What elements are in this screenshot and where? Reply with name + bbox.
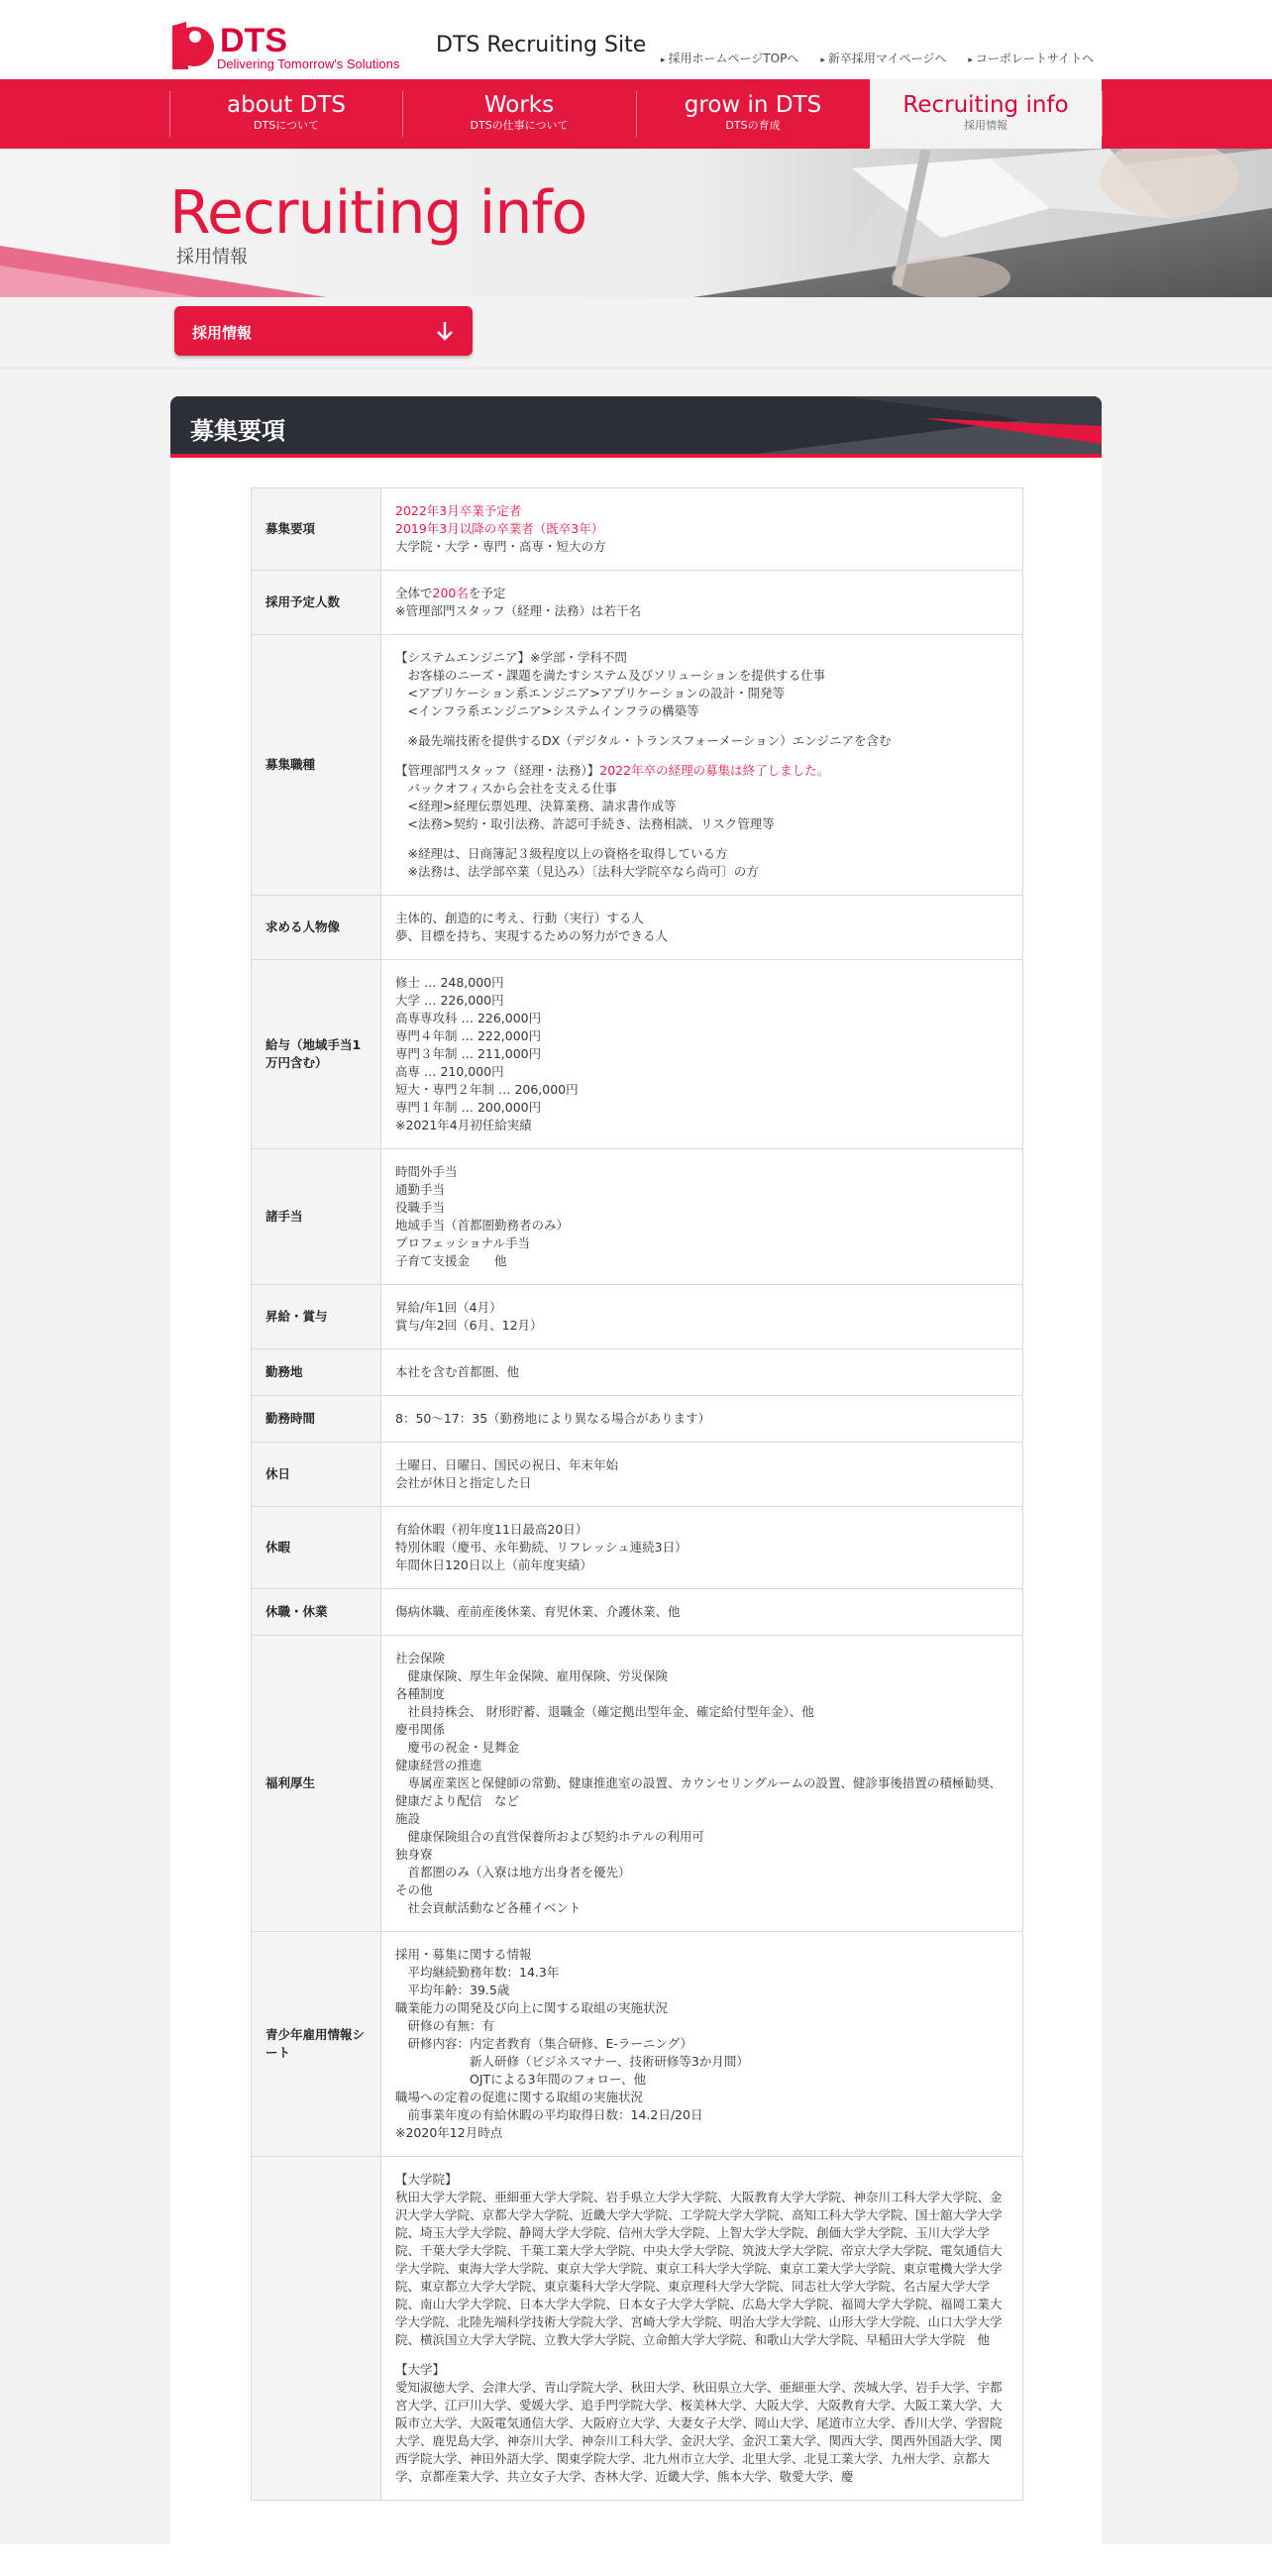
table-row <box>252 1349 1023 1396</box>
table-row <box>252 1507 1023 1589</box>
row-value-line: 賞与/年2回（6月、12月） <box>395 1318 543 1333</box>
row-value-line: ※経理は、日商簿記３級程度以上の資格を取得している方 <box>395 846 728 861</box>
table-row <box>252 1149 1023 1285</box>
row-value-line: 年間休日120日以上（前年度実績） <box>395 1557 592 1572</box>
nav-label-jp: DTSの育成 <box>725 119 781 132</box>
row-label: 昇給・賞与 <box>252 1285 381 1349</box>
row-label: 青少年雇用情報シート <box>252 1932 381 2157</box>
nav-label-en: Recruiting info <box>902 92 1069 118</box>
row-value-line: ※2021年4月初任給実績 <box>395 1118 532 1132</box>
row-label: 休職・休業 <box>252 1589 381 1636</box>
nav-label-jp: 採用情報 <box>964 119 1007 132</box>
nav-item-recruiting[interactable] <box>870 79 1102 149</box>
row-label: 給与（地域手当1万円含む） <box>252 960 381 1149</box>
table-row <box>252 571 1023 635</box>
row-label: 勤務時間 <box>252 1396 381 1443</box>
row-value-line: 特別休暇（慶弔、永年勤続、リフレッシュ連続3日） <box>395 1540 688 1555</box>
row-value <box>381 1443 1023 1507</box>
top-link-recruit-top[interactable] <box>661 50 798 66</box>
row-value-line: 傷病休職、産前産後休業、育児休業、介護休業、他 <box>395 1604 681 1619</box>
table-row <box>252 635 1023 896</box>
row-value-line: 前事業年度の有給休暇の平均取得日数：14.2日/20日 <box>395 2107 703 2122</box>
row-value-line: 専属産業医と保健師の常勤、健康推進室の設置、カウンセリングルームの設置、健診事後措置の積極勧奨、健康だより配信 など <box>395 1775 1002 1808</box>
row-value-line: 2022年3月卒業予定者 <box>395 503 522 518</box>
row-value-line: 各種制度 <box>395 1686 446 1701</box>
highlight-text: 2022年卒の経理の募集は終了しました。 <box>599 763 830 778</box>
site-header <box>0 0 1272 79</box>
row-value-line: OJTによる3年間のフォロー、他 <box>395 2072 646 2087</box>
row-value-line: 昇給/年1回（4月） <box>395 1300 502 1315</box>
row-label <box>252 2157 381 2501</box>
row-value <box>381 571 1023 635</box>
row-value-line: 高専専攻科 … 226,000円 <box>395 1011 542 1025</box>
row-value-line: ※法務は、法学部卒業（見込み）〔法科大学院卒なら尚可〕の方 <box>395 864 759 879</box>
row-value <box>381 1589 1023 1636</box>
chevron-right-icon: ▸ <box>820 55 825 65</box>
row-label: 募集職種 <box>252 635 381 896</box>
row-value-line: 土曜日、日曜日、国民の祝日、年末年始 <box>395 1457 619 1472</box>
table-row <box>252 1443 1023 1507</box>
global-nav <box>0 79 1272 149</box>
line-text: を予定 <box>468 586 506 600</box>
row-label: 勤務地 <box>252 1349 381 1396</box>
chevron-right-icon: ▸ <box>661 55 666 65</box>
row-value-line: 新人研修（ビジネスマナー、技術研修等3か月間） <box>395 2054 749 2069</box>
table-row <box>252 1932 1023 2157</box>
chevron-right-icon: ▸ <box>968 55 973 65</box>
line-gap <box>395 833 1008 845</box>
line-gap <box>395 2349 1008 2361</box>
section-title: 募集要項 <box>190 417 285 445</box>
row-value <box>381 1636 1023 1932</box>
row-label: 募集要項 <box>252 488 381 571</box>
top-links <box>661 50 1094 66</box>
row-value-line: 役職手当 <box>395 1200 446 1215</box>
nav-label-en: grow in DTS <box>684 92 822 118</box>
line-text: 【管理部門スタッフ（経理・法務）】 <box>395 763 600 778</box>
row-value-line: 有給休暇（初年度11日最高20日） <box>395 1522 588 1537</box>
top-link-label: コーポレートサイトへ <box>975 52 1095 65</box>
row-value-line: <インフラ系エンジニア>システムインフラの構築等 <box>395 703 699 718</box>
hero-banner <box>0 149 1272 297</box>
row-value <box>381 1349 1023 1396</box>
row-value-line: 愛知淑徳大学、会津大学、青山学院大学、秋田大学、秋田県立大学、亜細亜大学、茨城大学、岩手大学、宇都宮大学、江戸川大学、愛媛大学、追手門学院大学、桜美林大学、大阪大学、大阪教育大学、大阪工業大学、大阪市立大学、大阪電気通信大学、大阪府立大学、大妻女子大学、岡山大学、尾道市立大学、香川大学、学習院大学、鹿児島大学、神奈川大学、神奈川工科大学、金沢大学、金沢工業大学、関西大学、関西外国語大学、関西学院大学、神田外語大学、関東学院大学、北九州市立大学、北里大学、北見工業大学、九州大学、京都大学、京都産業大学、共立女子大学、杏林大学、近畿大学、熊本大学、敬愛大学、慶 <box>395 2380 1003 2484</box>
nav-divider <box>1102 91 1103 137</box>
row-value-line: 施設 <box>395 1811 421 1826</box>
logo-tagline: Delivering Tomorrow's Solutions <box>217 56 400 71</box>
row-label: 休日 <box>252 1443 381 1507</box>
row-value-line <box>395 762 1008 780</box>
row-value <box>381 1507 1023 1589</box>
row-value-line: 採用・募集に関する情報 <box>395 1947 532 1962</box>
row-value-line: 【大学】 <box>395 2362 446 2377</box>
row-value <box>381 960 1023 1149</box>
row-value-line: <アプリケーション系エンジニア>アプリケーションの設計・開発等 <box>395 686 786 700</box>
row-value-line: 専門３年制 … 211,000円 <box>395 1046 542 1061</box>
highlight-text: 200名 <box>432 586 469 600</box>
row-value <box>381 896 1023 960</box>
row-value-line: 8：50～17：35（勤務地により異なる場合があります） <box>395 1411 711 1426</box>
row-value-line: バックオフィスから会社を支える仕事 <box>395 781 617 796</box>
table-row <box>252 1396 1023 1443</box>
row-value-line: <法務>契約・取引法務、許認可手続き、法務相談、リスク管理等 <box>395 816 775 831</box>
row-value-line: ※管理部門スタッフ（経理・法務）は若干名 <box>395 603 641 618</box>
section-header <box>170 396 1102 458</box>
row-value <box>381 1396 1023 1443</box>
row-value-line: 【システムエンジニア】※学部・学科不問 <box>395 650 627 665</box>
nav-label-jp: DTSについて <box>254 119 319 132</box>
row-value-line: 平均年齢：39.5歳 <box>395 1983 510 1997</box>
line-text: 全体で <box>395 586 433 600</box>
row-value <box>381 1932 1023 2157</box>
row-value <box>381 1149 1023 1285</box>
nav-item-grow[interactable] <box>637 79 869 149</box>
row-value-line: お客様のニーズ・課題を満たすシステム及びソリューションを提供する仕事 <box>395 668 826 683</box>
top-link-label: 採用ホームページTOPへ <box>668 52 799 65</box>
row-label: 諸手当 <box>252 1149 381 1285</box>
row-value-line: 研修の有無：有 <box>395 2018 495 2033</box>
table-row <box>252 896 1023 960</box>
top-link-label: 新卒採用マイページへ <box>827 52 947 65</box>
requirements-table <box>251 487 1023 2501</box>
row-value-line: その他 <box>395 1882 433 1897</box>
section-header-decoration <box>170 396 1102 458</box>
row-value-line: 健康保険組合の直営保養所および契約ホテルの利用可 <box>395 1829 704 1844</box>
row-value-line <box>395 585 1008 602</box>
row-label: 採用予定人数 <box>252 571 381 635</box>
row-value-line: 健康経営の推進 <box>395 1758 482 1772</box>
row-value <box>381 488 1023 571</box>
row-label: 福利厚生 <box>252 1636 381 1932</box>
row-value-line: ※最先端技術を提供するDX（デジタル・トランスフォーメーション）エンジニアを含む <box>395 733 892 748</box>
page-subtitle: 採用情報 <box>176 247 248 268</box>
row-value-line: 会社が休日と指定した日 <box>395 1475 532 1490</box>
row-value-line: 大学 … 226,000円 <box>395 993 504 1008</box>
row-value-line: 秋田大学大学院、亜細亜大学大学院、岩手県立大学大学院、大阪教育大学大学院、神奈川工科大学大学院、金沢大学大学院、京都大学大学院、近畿大学大学院、工学院大学大学院、高知工科大学大学院、国士舘大学大学院、埼玉大学大学院、静岡大学大学院、信州大学大学院、上智大学大学院、創価大学大学院、玉川大学大学院、千葉大学大学院、千葉工業大学大学院、中央大学大学院、筑波大学大学院、帝京大学大学院、電気通信大学大学院、東海大学大学院、東京大学大学院、東京工科大学大学院、東京工業大学大学院、東京電機大学大学院、東京都立大学大学院、東京薬科大学大学院、東京理科大学大学院、同志社大学大学院、名古屋大学大学院、南山大学大学院、日本大学大学院、日本女子大学大学院、広島大学大学院、福岡大学大学院、福岡工業大学大学院、北陸先端科学技術大学院大学、宮崎大学大学院、明治大学大学院、山形大学大学院、山口大学大学院、横浜国立大学大学院、立教大学大学院、立命館大学大学院、和歌山大学大学院、早稲田大学大学院 他 <box>395 2190 1003 2347</box>
row-value-line: 時間外手当 <box>395 1164 458 1179</box>
line-gap <box>395 720 1008 732</box>
row-value-line: 専門１年制 … 200,000円 <box>395 1100 542 1115</box>
row-value-line: 専門４年制 … 222,000円 <box>395 1028 542 1043</box>
row-value-line: 短大・専門２年制 … 206,000円 <box>395 1082 579 1097</box>
row-value-line: 研修内容：内定者教育（集合研修、E-ラーニング） <box>395 2036 693 2051</box>
logo-wordmark: DTS <box>220 22 287 59</box>
nav-item-works[interactable] <box>403 79 635 149</box>
nav-label-en: about DTS <box>226 92 347 118</box>
nav-label-jp: DTSの仕事について <box>470 119 569 132</box>
row-value-line: 【大学院】 <box>395 2172 458 2187</box>
row-value <box>381 2157 1023 2501</box>
table-row <box>252 1636 1023 1932</box>
nav-item-about[interactable] <box>170 79 402 149</box>
row-value-line: 通勤手当 <box>395 1182 446 1197</box>
row-value-line: 独身寮 <box>395 1847 433 1862</box>
row-value-line: 慶弔関係 <box>395 1722 446 1737</box>
arrow-down-icon <box>435 319 455 343</box>
row-value-line: 慶弔の祝金・見舞金 <box>395 1740 520 1755</box>
row-value <box>381 1285 1023 1349</box>
nav-label-en: Works <box>483 92 555 118</box>
row-value-line: 本社を含む首都圏、他 <box>395 1364 520 1379</box>
row-label: 求める人物像 <box>252 896 381 960</box>
row-value-line: 子育て支援金 他 <box>395 1253 507 1268</box>
row-value <box>381 635 1023 896</box>
requirements-table-wrapper <box>251 487 1023 2501</box>
line-gap <box>395 750 1008 762</box>
site-title[interactable]: DTS Recruiting Site <box>436 33 647 57</box>
table-row <box>252 488 1023 571</box>
row-value-line: 主体的、創造的に考え、行動（実行）する人 <box>395 911 644 925</box>
row-value-line: 修士 … 248,000円 <box>395 975 504 990</box>
row-value-line: 2019年3月以降の卒業者（既卒3年） <box>395 521 604 536</box>
table-row <box>252 2157 1023 2501</box>
row-value-line: 職業能力の開発及び向上に関する取組の実施状況 <box>395 2000 669 2015</box>
row-value-line: 大学院・大学・専門・高専・短大の方 <box>395 539 606 554</box>
main-content <box>0 369 1272 2544</box>
page-title: Recruiting info <box>169 178 587 248</box>
row-value-line: <経理>経理伝票処理、決算業務、請求書作成等 <box>395 799 677 813</box>
row-value-line: 高専 … 210,000円 <box>395 1064 504 1079</box>
row-value-line: ※2020年12月時点 <box>395 2125 503 2140</box>
row-value-line: 平均継続勤務年数：14.3年 <box>395 1965 560 1980</box>
row-value-line: 社員持株会、 財形貯蓄、退職金（確定拠出型年金、確定給付型年金）、他 <box>395 1704 814 1719</box>
row-value-line: 社会貢献活動など各種イベント <box>395 1900 582 1915</box>
row-label: 休暇 <box>252 1507 381 1589</box>
table-row <box>252 960 1023 1149</box>
table-row <box>252 1589 1023 1636</box>
table-row <box>252 1285 1023 1349</box>
section-dropdown-button[interactable] <box>174 306 473 356</box>
row-value-line: 社会保険 <box>395 1651 446 1665</box>
dropdown-label: 採用情報 <box>192 324 253 342</box>
top-link-mypage[interactable] <box>820 50 946 66</box>
row-value-line: 夢、目標を持ち、実現するための努力ができる人 <box>395 928 669 943</box>
row-value-line: 地域手当（首都圏勤務者のみ） <box>395 1218 570 1233</box>
row-value-line: 健康保険、厚生年金保険、雇用保険、労災保険 <box>395 1668 669 1683</box>
row-value-line: 職場への定着の促進に関する取組の実施状況 <box>395 2090 644 2104</box>
content-panel <box>170 396 1102 2576</box>
row-value-line: プロフェッショナル手当 <box>395 1235 531 1250</box>
row-value-line: 首都圏のみ（入寮は地方出身者を優先） <box>395 1865 631 1879</box>
section-nav-bar <box>0 297 1272 369</box>
top-link-corporate[interactable] <box>968 50 1094 66</box>
